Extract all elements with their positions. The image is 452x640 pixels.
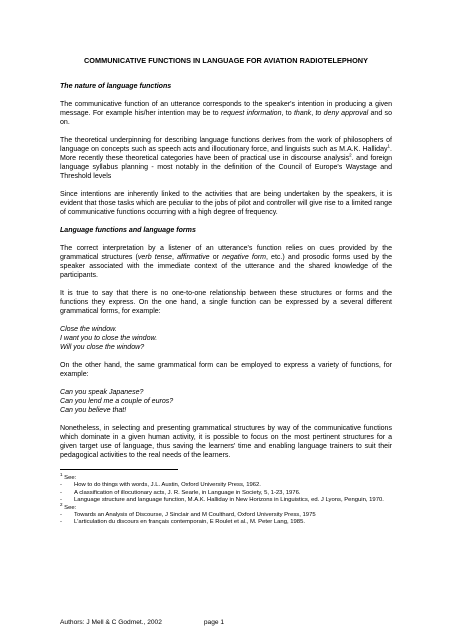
footnote-ref-1: 1 — [387, 143, 391, 149]
document-title: COMMUNICATIVE FUNCTIONS IN LANGUAGE FOR AVIATION RADIOTELEPHONY — [84, 56, 368, 65]
section-heading-nature: The nature of language functions — [60, 83, 172, 90]
footnote-item: - L'articulation du discours en français contemporain, E Roulet et al., M. Peter Lang, 1985. — [60, 519, 305, 526]
footer-page-number: page 1 — [203, 619, 225, 626]
paragraph-intention: The communicative function of an utterance corresponds to the speaker's intention in producing a given message. For example his/her intention may be to request information, to thank, to deny approval and so on. — [60, 101, 392, 126]
footnote-item: - How to do things with words, J.L. Austin, Oxford University Press, 1962. — [60, 482, 261, 489]
paragraph-intentions-activities: Since intentions are inherently linked to the activities that are being undertaken by the speakers, it is evident that those tasks which are peculiar to the jobs of pilot and controller will give rise to a limited range of communicative functions occurring with a high degree of frequency. — [60, 191, 392, 216]
footnote-item: - Language structure and language function, M.A.K. Halliday in New Horizons in Linguistics, ed. J Lyons, Penguin, 1970. — [60, 497, 384, 504]
paragraph-theory: The theoretical underpinning for describing language functions derives from the work of philosophers of language on concepts such as speech acts and illocutionary force, and linguists such as M.A.K. Halliday$^1$. More recently these theoretical categories have been of practical use in discourse analysis$^2$. and foreign language syllabus planning - most notably in the definition of the Council of Europe's Waystage and Threshold levels — [60, 137, 392, 180]
footer-authors: Authors: J Mell & C Godmet., 2002 — [60, 619, 162, 626]
paragraph-same-form: On the other hand, the same grammatical form can be employed to express a variety of functions, for example: — [60, 362, 392, 378]
page-footer — [60, 618, 224, 627]
paragraph-no-one-to-one: It is true to say that there is no one-to-one relationship between these structures or forms and the functions they express. On the one hand, a single function can be expressed by a several different grammatical forms, for example: — [60, 290, 392, 315]
section-heading-functions-forms: Language functions and language forms — [60, 227, 196, 234]
example-line: Can you lend me a couple of euros? — [60, 398, 174, 405]
example-line: Will you close the window? — [60, 344, 145, 351]
examples-one-function — [60, 325, 392, 352]
paragraph-interpretation: The correct interpretation by a listener of an utterance's function relies on cues provided by the grammatical structures (verb tense, affirmative or negative form, etc.) and prosodic forms used by the speaker associated with the immediate context of the utterance and the shared knowledge of the participants. — [60, 245, 393, 279]
paragraph-nonetheless: Nonetheless, in selecting and presenting grammatical structures by way of the communicative functions which dominate in a given human activity, it is possible to focus on the most pertinent structures for a given target use of language, thus saving the learners' time and enabling language trainers to suit their pedagogical activities to the real needs of the learners. — [60, 425, 392, 459]
footnotes — [60, 472, 392, 527]
footnote-item: - Towards an Analysis of Discourse, J Sinclair and M Coulthard, Oxford University Press, 1975 — [60, 512, 316, 519]
footnote-item: - A classification of illocutionary acts, J. R. Searle, in Language in Society, 5, 1-23, 1976. — [60, 489, 301, 496]
footnote-2-head: $^2$ See: — [60, 501, 77, 511]
footnote-ref-2: 2 — [349, 152, 352, 158]
example-line: Can you believe that! — [60, 407, 127, 414]
example-line: I want you to close the window. — [60, 335, 158, 342]
footnote-divider — [60, 469, 178, 470]
footnote-1-head: $^1$ See: — [60, 472, 77, 481]
examples-one-form — [60, 388, 392, 415]
example-line: Can you speak Japanese? — [60, 389, 144, 396]
example-line: Close the window. — [60, 326, 117, 333]
